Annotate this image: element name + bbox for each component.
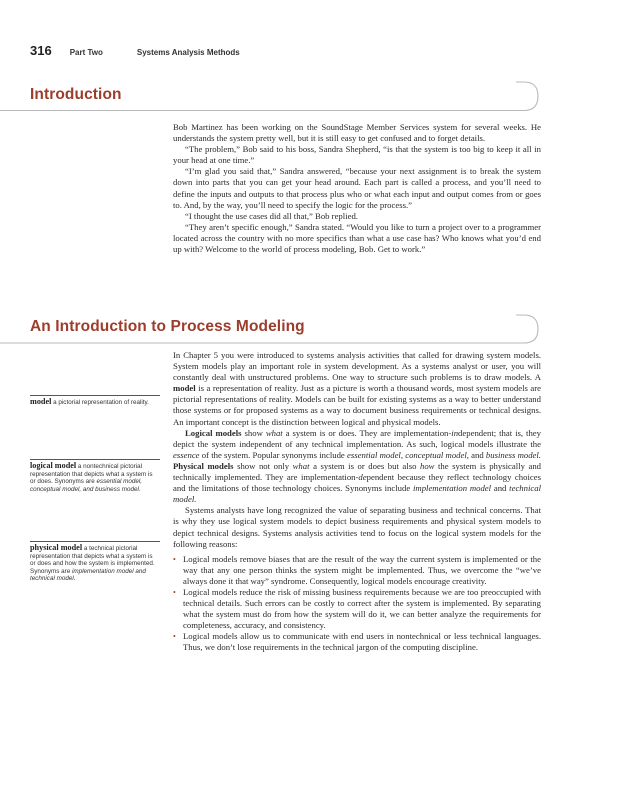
intro-body	[173, 122, 541, 255]
process-modeling-body	[173, 350, 541, 654]
intro-paragraph: Bob Martinez has been working on the SoundStage Member Services system for several weeks. He understands the system pretty well, but it is still easy to get confused and to forget details.	[173, 122, 541, 144]
margin-definition-text: a nontechnical pictorial representation that depicts what a system is or does. Synonyms are	[30, 463, 153, 486]
bullet-icon: •	[173, 587, 176, 597]
process-modeling-heading: An Introduction to Process Modeling	[30, 318, 305, 335]
inline-term-model: model	[173, 383, 196, 394]
part-label: Part Two	[69, 48, 103, 57]
bullet-icon: •	[173, 554, 176, 564]
bullet-list	[173, 554, 541, 654]
body-paragraph: Logical models show what a system is or does. They are implementation-independent; that is, they depict the system independent of any technical implementation. As such, logical models illustrate the essence of the system. Popular synonyms include essential model, conceptual model, and business model. Physical models show not only what a system is or does but also how the system is physically and technically implemented. They are implementation-dependent because they reflect technology choices and the limitations of those technology choices. Synonyms include implementation model and technical model.	[173, 427, 542, 505]
body-paragraph: In Chapter 5 you were introduced to systems analysis activities that called for drawing system models. System models play an important role in system development. As a systems analyst or user, you will constantly deal with unstructured problems. One way to structure such problems is to draw models. A model is a representation of reality. Just as a picture is worth a thousand words, most system models are pictorial representations of reality. Models can be built for existing systems as a way to better understand those systems or for proposed systems as a way to document business requirements or technical designs. An important concept is the distinction between logical and physical models.	[173, 350, 541, 427]
margin-term: physical model	[30, 543, 83, 552]
intro-paragraph: “The problem,” Bob said to his boss, Sandra Shepherd, “is that the system is too big to keep it all in your head at one time.”	[173, 144, 541, 166]
inline-term-logical-models: Logical models	[185, 427, 242, 438]
margin-rule	[30, 395, 160, 396]
margin-definition-physical-model	[30, 544, 158, 583]
intro-heading: Introduction	[30, 86, 122, 103]
bullet-icon: •	[173, 632, 176, 642]
margin-definition-text: a pictorial representation of reality.	[53, 399, 149, 406]
body-paragraph: Systems analysts have long recognized the value of separating business and technical concerns. That is why they use logical system models to depict business requirements and physical system models to depict technical designs. Systems analysis activities tend to focus on the logical system models for the following reasons:	[173, 505, 541, 549]
list-item: • Logical models remove biases that are the result of the way the current system is implemented or the way that any one person thinks the system might be implemented. Thus, we overcome the “we’ve always done it that way” syndrome. Consequently, logical models encourage creativity.	[173, 553, 541, 586]
intro-paragraph: “I’m glad you said that,” Sandra answered, “because your next assignment is to break the system down into parts that you can get your head around. Each part is called a process, and you’ll need to define the inputs and outputs to that process plus who or what each input and output comes from or goes to. And, by the way, you’ll need to specify the logic for the process.”	[173, 166, 541, 210]
intro-paragraph: “They aren’t specific enough,” Sandra stated. “Would you like to turn a project over to a programmer located across the country with no more specifics than what a use case has? Who knows what you’d end up with? Welcome to the world of process modeling, Bob. Get to work.”	[173, 221, 541, 255]
margin-rule	[30, 459, 160, 460]
intro-paragraph: “I thought the use cases did all that,” Bob replied.	[185, 210, 358, 221]
margin-synonyms: implementation model and technical model.	[30, 567, 146, 583]
page-number: 316	[30, 43, 52, 58]
margin-rule	[30, 541, 160, 542]
margin-definition-logical-model	[30, 462, 158, 493]
margin-definition-text: a technical pictorial representation that depicts what a system is or does and how the system is implemented. Synonyms are	[30, 545, 155, 575]
margin-term: logical model	[30, 461, 77, 470]
list-item: • Logical models reduce the risk of missing business requirements because we are too preoccupied with technical details. Such errors can be costly to correct after the system is implemented. By separating what the system must do from how the system will do it, we can better analyze the requirements for completeness, accuracy, and consistency.	[173, 586, 541, 631]
running-head	[30, 42, 590, 58]
margin-synonyms: essential model, conceptual model, and business model.	[30, 478, 143, 493]
book-section-title: Systems Analysis Methods	[136, 48, 240, 57]
inline-term-physical-models: Physical models	[173, 460, 234, 471]
list-item: • Logical models allow us to communicate with end users in nontechnical or less technical languages. Thus, we don’t lose requirements in the technical jargon of the computing discipline.	[173, 631, 541, 653]
margin-definition-model	[30, 398, 160, 407]
margin-term: model	[30, 397, 52, 406]
